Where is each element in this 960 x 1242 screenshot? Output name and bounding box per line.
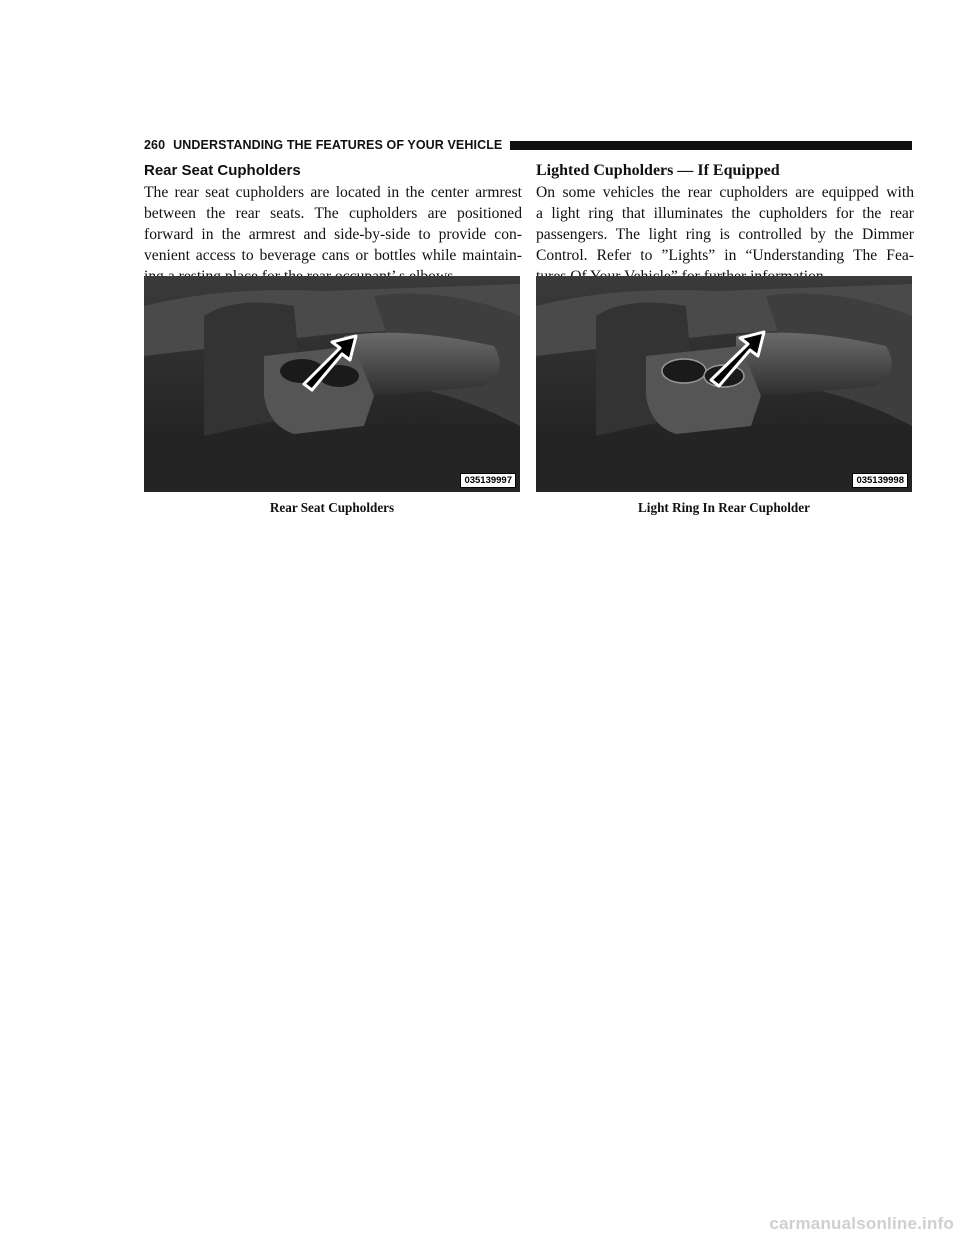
text-line: passengers. The light ring is controlled by the Dimmer — [536, 226, 914, 243]
page-number: 260 — [144, 138, 166, 152]
text-line: a light ring that illuminates the cupholders for the rear — [536, 205, 914, 222]
left-column — [144, 158, 522, 287]
text-line: venient access to beverage cans or bottles while maintain- — [144, 247, 522, 264]
header-rule — [510, 141, 912, 150]
body-paragraph — [144, 182, 522, 287]
text-line: Control. Refer to ”Lights” in “Understanding The Fea- — [536, 247, 914, 264]
body-paragraph — [536, 182, 914, 287]
watermark-text: carmanualsonline.info — [769, 1214, 954, 1233]
light-ring-photo — [536, 276, 912, 492]
figure-rear-seat-cupholders — [144, 276, 520, 516]
text-line: The rear seat cupholders are located in the center armrest — [144, 184, 522, 201]
text-line: On some vehicles the rear cupholders are equipped with — [536, 184, 914, 201]
section-heading-rear-seat-cupholders: Rear Seat Cupholders — [144, 162, 301, 179]
running-header — [144, 137, 912, 153]
right-column — [536, 158, 914, 287]
figure-code: 035139997 — [460, 473, 516, 488]
figure-light-ring — [536, 276, 912, 516]
text-line: forward in the armrest and side-by-side to provide con- — [144, 226, 522, 243]
running-title: UNDERSTANDING THE FEATURES OF YOUR VEHICLE — [173, 138, 503, 152]
cupholder-photo — [144, 276, 520, 492]
figure-caption: Rear Seat Cupholders — [269, 500, 395, 515]
figure-code: 035139998 — [852, 473, 908, 488]
section-heading-lighted-cupholders: Lighted Cupholders — If Equipped — [536, 162, 780, 179]
text-line: between the rear seats. The cupholders are positioned — [144, 205, 522, 222]
figure-caption: Light Ring In Rear Cupholder — [638, 500, 810, 515]
